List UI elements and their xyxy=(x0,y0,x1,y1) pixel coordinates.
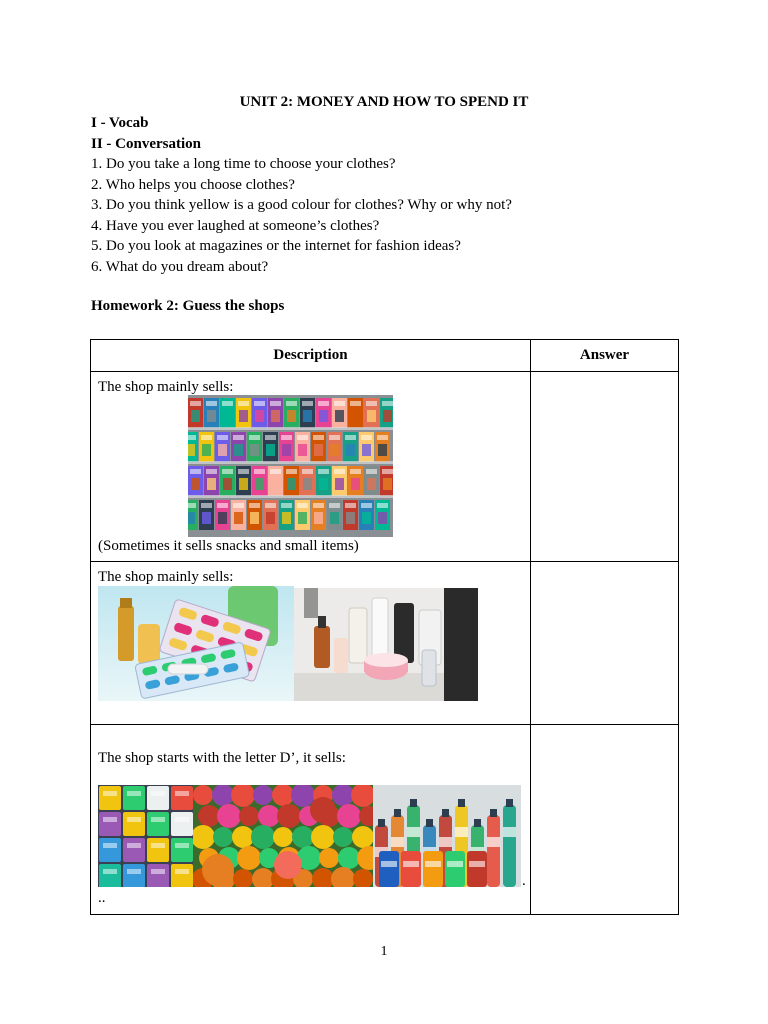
row-text: The shop starts with the letter D’, it sells: xyxy=(98,750,346,766)
question-2: 2. Who helps you choose clothes? xyxy=(91,176,295,193)
medicine-image xyxy=(98,586,294,701)
row-trail: . xyxy=(522,873,526,889)
page-title: UNIT 2: MONEY AND HOW TO SPEND IT xyxy=(239,94,529,110)
shops-table xyxy=(90,339,679,915)
table-row xyxy=(91,562,679,725)
answer-cell[interactable] xyxy=(531,372,679,562)
row-note: (Sometimes it sells snacks and small items) xyxy=(98,538,359,554)
question-5: 5. Do you look at magazines or the internet for fashion ideas? xyxy=(91,238,461,254)
header-answer: Answer xyxy=(531,340,679,372)
answer-cell[interactable] xyxy=(531,562,679,725)
magazines-image xyxy=(188,395,393,537)
description-cell xyxy=(91,562,530,724)
page-number: 1 xyxy=(380,944,388,959)
question-1: 1. Do you take a long time to choose your clothes? xyxy=(91,156,396,172)
header-description: Description xyxy=(91,340,531,372)
table-header-row xyxy=(91,340,679,372)
cosmetics-image xyxy=(294,588,478,701)
content-lines xyxy=(91,113,512,277)
question-6: 6. What do you dream about? xyxy=(91,258,269,275)
section-vocab: I - Vocab xyxy=(91,115,149,131)
vegetables-image xyxy=(193,785,373,887)
section-conversation: II - Conversation xyxy=(91,135,202,152)
description-cell xyxy=(91,372,530,561)
question-3: 3. Do you think yellow is a good colour for clothes? Why or why not? xyxy=(91,197,512,213)
question-4: 4. Have you ever laughed at someone’s clothes? xyxy=(91,217,380,234)
table-row xyxy=(91,725,679,915)
row-text: The shop mainly sells: xyxy=(98,379,234,395)
drinks-image xyxy=(373,785,521,887)
row-note: .. xyxy=(98,890,106,906)
homework-title: Homework 2: Guess the shops xyxy=(91,298,285,314)
table-row xyxy=(91,372,679,562)
row-text: The shop mainly sells: xyxy=(98,569,234,585)
description-cell xyxy=(91,725,530,914)
snacks-image xyxy=(98,785,193,887)
answer-cell[interactable] xyxy=(531,725,679,915)
